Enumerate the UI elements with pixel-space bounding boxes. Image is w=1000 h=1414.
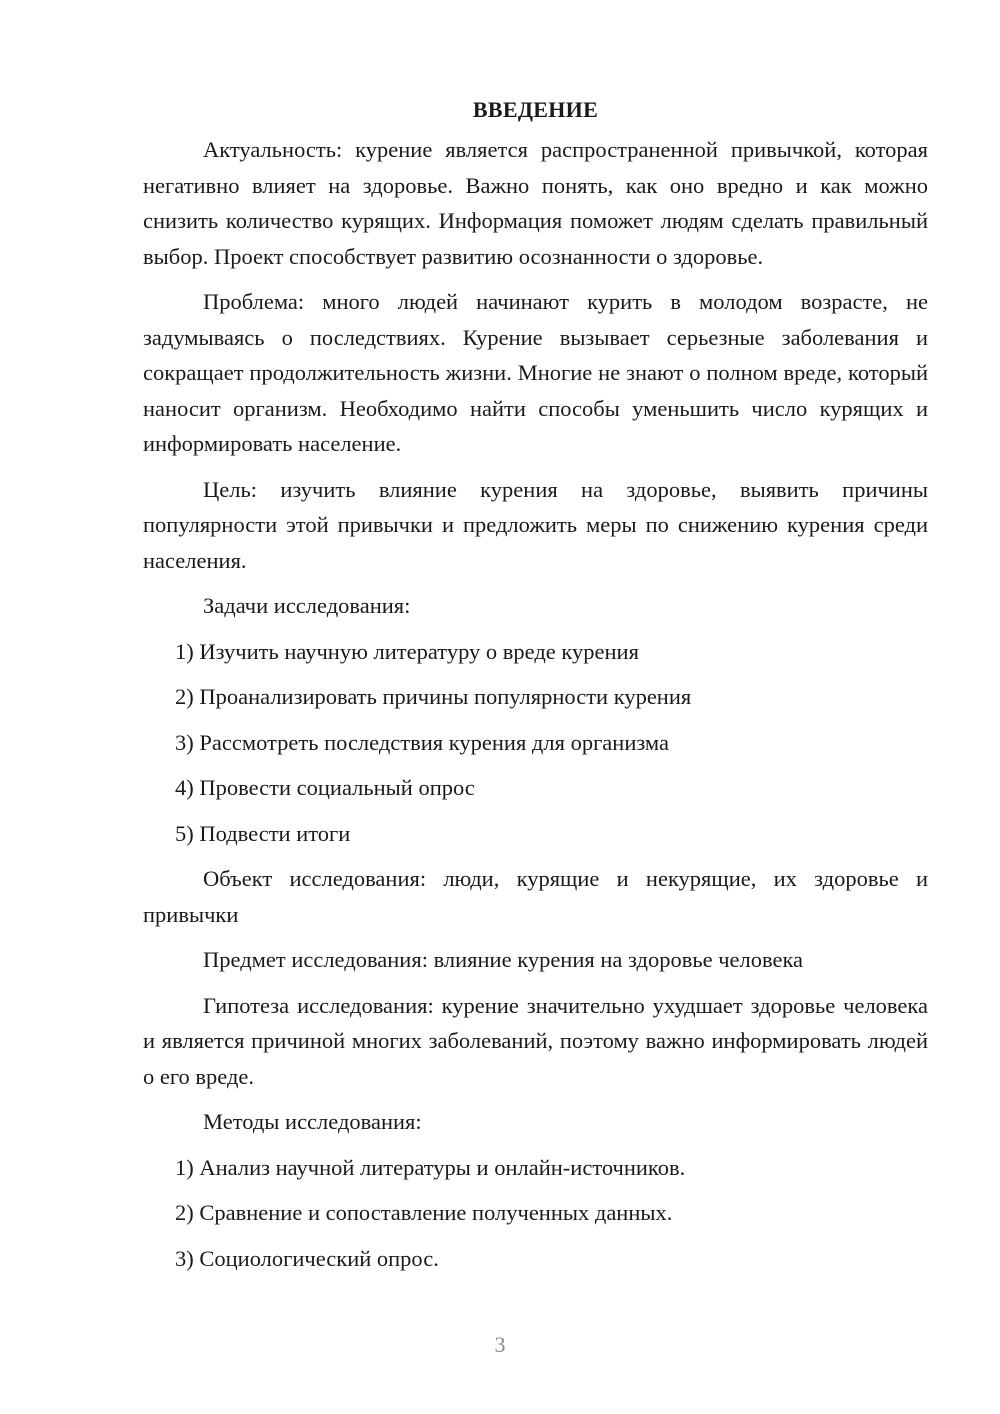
list-item: 2) Сравнение и сопоставление полученных данных. (175, 1200, 673, 1225)
object-paragraph: Объект исследования: люди, курящие и некурящие, их здоровье и привычки (143, 866, 928, 927)
methods-heading: Методы исследования: (203, 1109, 422, 1134)
subject-paragraph: Предмет исследования: влияние курения на здоровье человека (203, 947, 804, 972)
tasks-list (143, 634, 928, 852)
goal-paragraph: Цель: изучить влияние курения на здоровье, выявить причины популярности этой привычки и предложить меры по снижению курения среди населения. (143, 476, 928, 573)
page-title: ВВЕДЕНИЕ (472, 97, 599, 122)
list-item: 2) Проанализировать причины популярности курения (175, 684, 692, 709)
document-page (143, 92, 928, 1286)
relevance-paragraph: Актуальность: курение является распространенной привычкой, которая негативно влияет на здоровье. Важно понять, как оно вредно и как можно снизить количество курящих. Информация поможет людям сделать правильный выбор. Проект способствует развитию осознанности о здоровье. (143, 137, 928, 269)
hypothesis-paragraph: Гипотеза исследования: курение значительно ухудшает здоровье человека и является причиной многих заболеваний, поэтому важно информировать людей о его вреде. (143, 992, 928, 1089)
list-item: 3) Социологический опрос. (175, 1245, 439, 1271)
list-item: 3) Рассмотреть последствия курения для организма (175, 729, 670, 755)
methods-list (143, 1150, 928, 1277)
list-item: 5) Подвести итоги (175, 820, 351, 846)
tasks-heading: Задачи исследования: (203, 593, 411, 618)
list-item: 1) Анализ научной литературы и онлайн-источников. (175, 1154, 686, 1180)
list-item: 4) Провести социальный опрос (175, 775, 475, 800)
page-number: 3 (494, 1332, 506, 1357)
problem-paragraph: Проблема: много людей начинают курить в молодом возрасте, не задумываясь о последствиях. Курение вызывает серьезные заболевания и сокращает продолжительность жизни. Многие не знают о полном вреде, который наносит организм. Необходимо найти способы уменьшить число курящих и информировать население. (143, 289, 928, 456)
list-item: 1) Изучить научную литературу о вреде курения (175, 638, 639, 664)
